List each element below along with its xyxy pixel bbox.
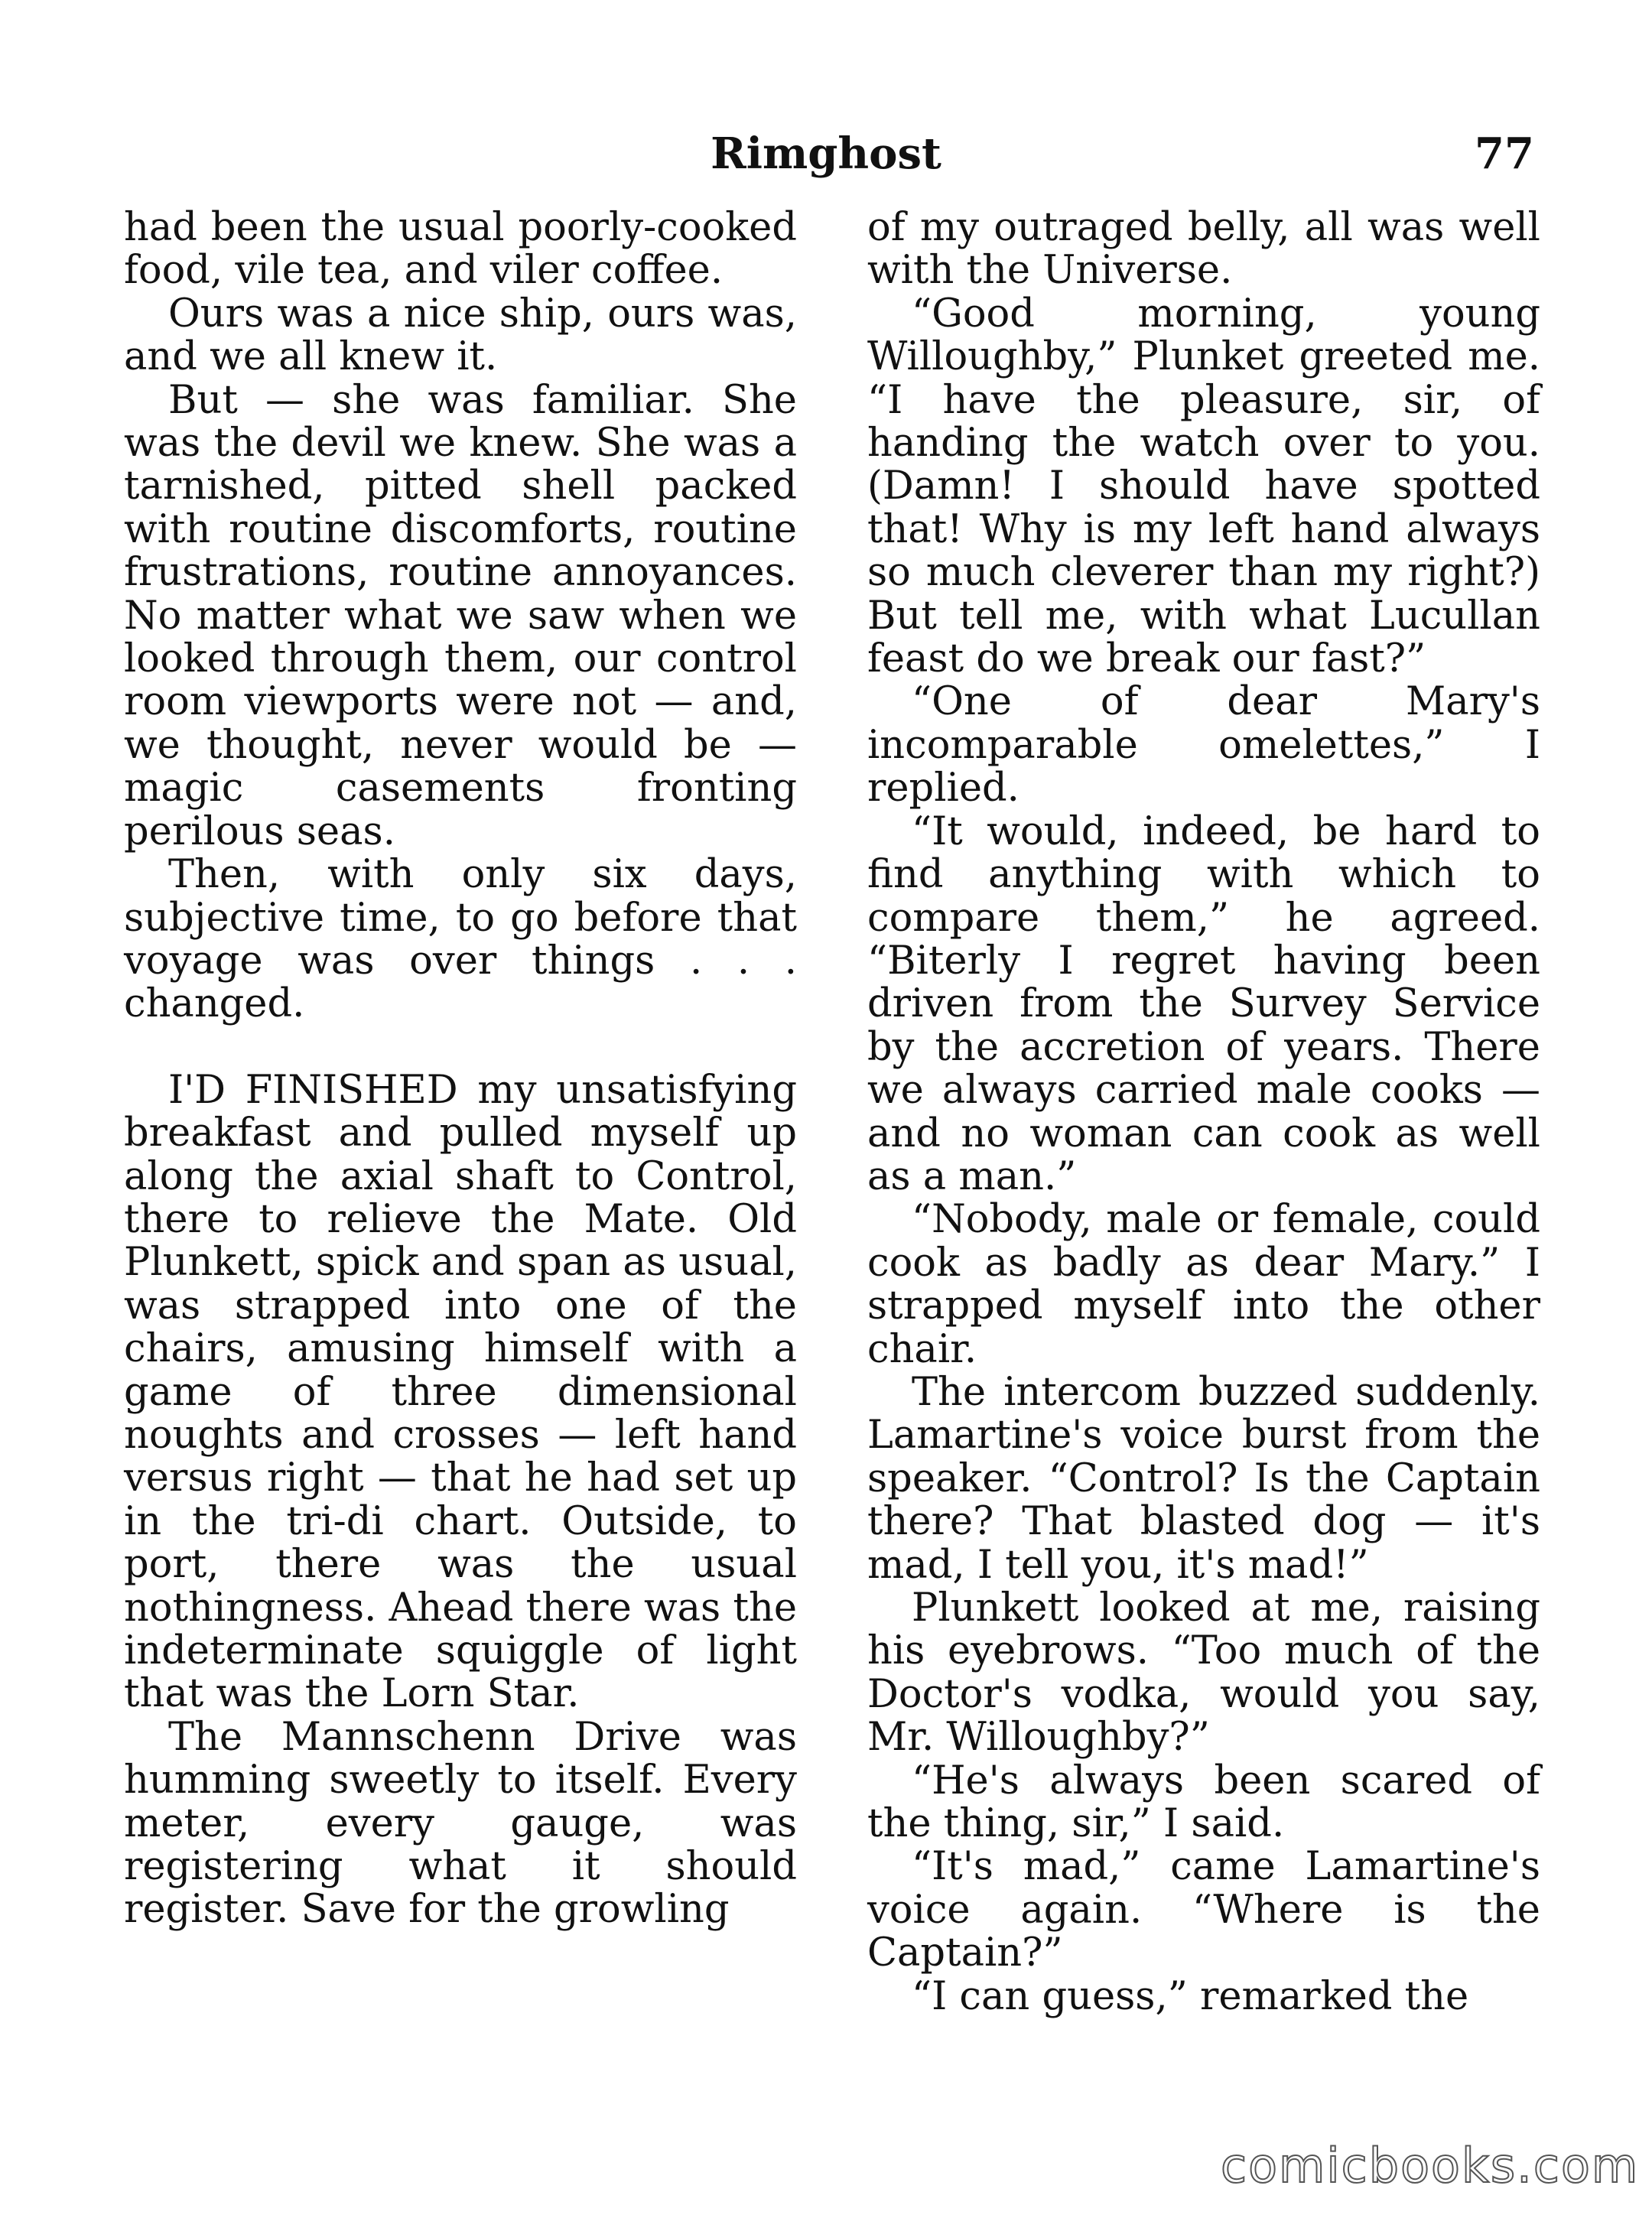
paragraph: Plunkett looked at me, raising his eyebrows. “Too much of the Doctor's vodka, would you say, Mr. Willoughby?” — [867, 1585, 1540, 1761]
paragraph: “Good morning, young Willoughby,” Plunket greeted me. “I have the pleasure, sir, of handing the watch over to you. (Damn! I should have spotted that! Why is my left hand always so much cleverer than my right?) But tell me, with what Lucullan feast do we break our fast?” — [867, 291, 1540, 682]
right-column — [867, 207, 1540, 2018]
paragraph: of my outraged belly, all was well with the Universe. — [867, 205, 1540, 294]
paragraph: “It would, indeed, be hard to find anything with which to compare them,” he agreed. “Biterly I regret having been driven from the Survey Service by the accretion of years. There we always carried male cooks — and no woman can cook as well as a man.” — [867, 808, 1540, 1199]
page-number: 77 — [1475, 128, 1534, 179]
paragraph: “Nobody, male or female, could cook as badly as dear Mary.” I strapped myself into the other chair. — [867, 1197, 1540, 1372]
paragraph: Ours was a nice ship, ours was, and we all knew it. — [124, 291, 797, 380]
paragraph: But — she was familiar. She was the devil we knew. She was a tarnished, pitted shell packed with routine discomforts, routine frustrations, routine annoyances. No matter what we saw when we looked through them, our control room viewports were not — and, we thought, never would be — magic casements fronting perilous seas. — [124, 377, 797, 854]
paragraph: The intercom buzzed suddenly. Lamartine's voice burst from the speaker. “Control? Is the Captain there? That blasted dog — it's mad, I tell you, it's mad!” — [867, 1369, 1540, 1588]
section-break — [124, 1026, 797, 1069]
left-column — [124, 207, 797, 1932]
header-title: Rimghost — [711, 128, 941, 179]
paragraph: “It's mad,” came Lamartine's voice again. “Where is the Captain?” — [867, 1844, 1540, 1976]
paragraph: The Mannschenn Drive was humming sweetly to itself. Every meter, every gauge, was registering what it should register. Save for the growling — [124, 1714, 797, 1933]
paragraph: Then, with only six days, subjective time, to go before that voyage was over things . . . changed. — [124, 852, 797, 1027]
paragraph: had been the usual poorly-cooked food, vile tea, and viler coffee. — [124, 205, 797, 294]
paragraph: “One of dear Mary's incomparable omelettes,” I replied. — [867, 679, 1540, 811]
paragraph: “I can guess,” remarked the — [912, 1973, 1469, 2019]
watermark: comicbooks.com — [1221, 2138, 1640, 2194]
paragraph: I'D FINISHED my unsatisfying breakfast and pulled myself up along the axial shaft to Control, there to relieve the Mate. Old Plunkett, spick and span as usual, was strapped into one of the chairs, amusing himself with a game of three dimensional noughts and crosses — left hand versus right — that he had set up in the tri-di chart. Outside, to port, there was the usual nothingness. Ahead there was the indeterminate squiggle of light that was the Lorn Star. — [124, 1067, 797, 1717]
paragraph: “He's always been scared of the thing, sir,” I said. — [867, 1758, 1540, 1847]
